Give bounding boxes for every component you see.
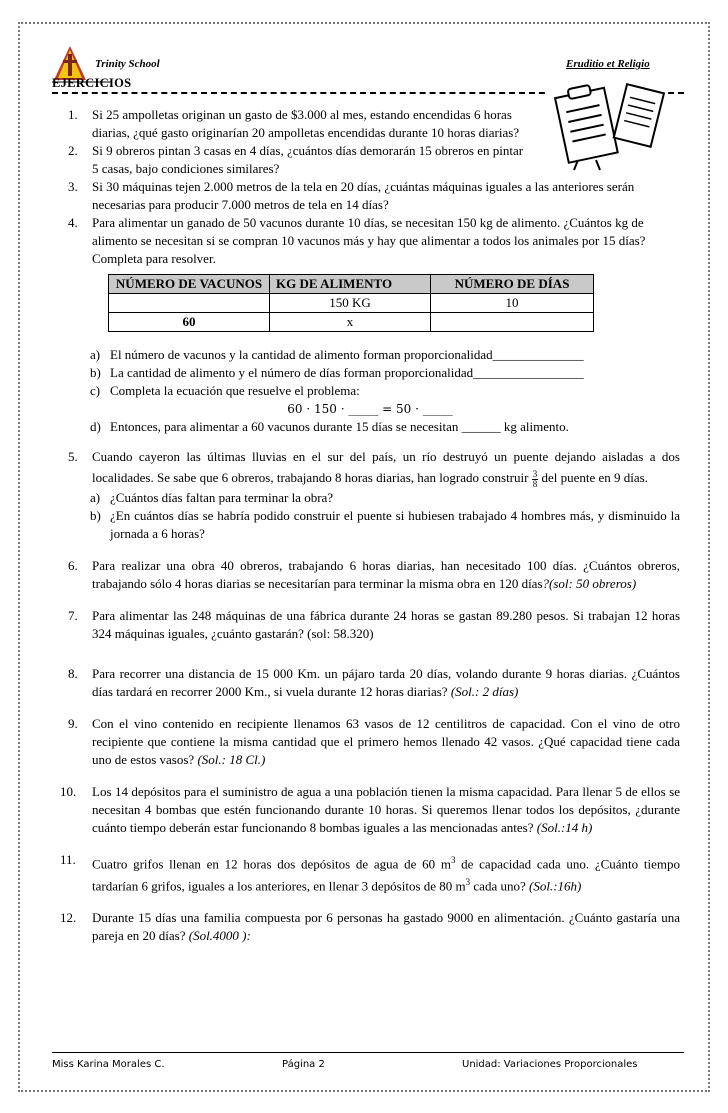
exercise-list (60, 106, 680, 945)
sub-label: b) (90, 365, 101, 380)
exercise-4c (60, 382, 680, 400)
exercise-number: 4. (68, 215, 78, 230)
exercise-1 (60, 106, 680, 142)
exercise-9 (60, 715, 680, 769)
exercise-10 (60, 783, 680, 837)
table-header: NÚMERO DE DÍAS (431, 275, 594, 294)
sub-text: ¿En cuántos días se habría podido construir el puente si hubiesen trabajado 4 hombres más, y disminuido la jornada a 6 horas? (110, 507, 680, 541)
equation: 60 · 150 · _____ = 50 · _____ (287, 402, 453, 416)
exercise-text: Con el vino contenido en recipiente llenamos 63 vasos de 12 centilitros de capacidad. Con el vino de otro recipiente que contiene la misma cantidad que el primero hemos llenado 42 vasos. ¿Qué capacidad tiene cada uno de estos vasos? (92, 715, 680, 767)
solution: (Sol.: 2 días) (450, 683, 519, 699)
footer-unit: Unidad: Variaciones Proporcionales (462, 1059, 638, 1070)
solution: (Sol.4000 ): (188, 928, 251, 944)
sub-label: a) (90, 489, 101, 505)
exercise-number: 8. (68, 665, 78, 681)
exercise-text: Para alimentar las 248 máquinas de una fábrica durante 24 horas se gastan 89.280 pesos. Si trabajan 12 horas 324 máquinas iguales, ¿cuánto gastarán? (sol: 58.320) (92, 607, 680, 641)
exercise-number: 7. (68, 607, 78, 623)
exercise-text: cada uno? (470, 878, 526, 894)
school-name: Trinity School (95, 58, 160, 70)
exercise-8 (60, 665, 680, 701)
section-title: EJERCICIOS (52, 76, 132, 90)
sub-label: a) (90, 347, 101, 362)
superscript: 3 (450, 854, 456, 865)
footer-author: Miss Karina Morales C. (52, 1059, 165, 1070)
solution: (Sol.: 18 Cl.) (197, 751, 266, 767)
exercise-number: 12. (60, 910, 77, 926)
exercise-text: de capacidad cada uno. ¿Cuánto tiempo tardarían 6 grifos, iguales a los anteriores, en llenar 3 depósitos de 80 m (92, 855, 680, 894)
table-row (109, 294, 594, 313)
exercise-text: Cuando cayeron las últimas lluvias en el sur del país, un río destruyó un puente dejando aisladas a dos localidades. Se sabe que 6 obreros, trabajando 8 horas diarias, han logrado construir (92, 449, 680, 485)
sub-label: b) (90, 507, 101, 523)
fraction (532, 470, 539, 489)
exercise-7 (60, 607, 680, 643)
sub-text: La cantidad de alimento y el número de días forman proporcionalidad_________________ (110, 365, 584, 380)
table-header: NÚMERO DE VACUNOS (109, 275, 270, 294)
table-cell: 10 (431, 294, 594, 313)
exercise-2 (60, 142, 680, 178)
exercise-number: 11. (60, 851, 76, 867)
table-cell: 60 (109, 313, 270, 332)
solution: (Sol.:16h) (529, 878, 582, 894)
footer-page: Página 2 (282, 1059, 325, 1070)
sub-label: c) (90, 383, 101, 398)
exercise-number: 5. (68, 449, 78, 464)
page-footer (52, 1052, 684, 1070)
sub-text: El número de vacunos y la cantidad de alimento forman proporcionalidad______________ (110, 347, 584, 362)
exercise-text: Si 25 ampolletas originan un gasto de $3.000 al mes, estando encendidas 6 horas diarias, ¿qué gasto originarían 20 ampolletas encendidas durante 10 horas diarias? (92, 107, 520, 140)
exercise-number: 10. (60, 783, 77, 799)
exercise-6 (60, 557, 680, 593)
sub-text: ¿Cuántos días faltan para terminar la obra? (110, 489, 334, 505)
table-cell (109, 294, 270, 313)
exercise-5a (60, 489, 680, 507)
exercise-text: Si 30 máquinas tejen 2.000 metros de la tela en 20 días, ¿cuántas máquinas iguales a las anteriores serán necesarias para producir 7.000 metros de tela en 14 días? (92, 179, 635, 212)
sub-text: Entonces, para alimentar a 60 vacunos durante 15 días se necesitan ______ kg alimento. (110, 419, 569, 434)
exercise-number: 2. (68, 143, 78, 158)
sub-label: d) (90, 419, 101, 434)
exercise-11 (60, 851, 680, 896)
exercise-text: Para alimentar un ganado de 50 vacunos durante 10 días, se necesitan 150 kg de alimento. ¿Cuántos kg de alimento se necesitan si se compran 10 vacunos más y hay que alimentar a todos los animales por 15 días? Completa para resolver. (92, 215, 646, 266)
exercise-text: del puente en 9 días. (541, 470, 648, 485)
table-row (109, 313, 594, 332)
solution: (Sol.:14 h) (536, 819, 593, 835)
exercise-4b (60, 364, 680, 382)
exercise-number: 6. (68, 557, 78, 573)
exercise-3 (60, 178, 680, 214)
exercise-number: 1. (68, 107, 78, 122)
exercise-text: Durante 15 días una familia compuesta por 6 personas ha gastado 9000 en alimentación. ¿Cuánto gastaría una pareja en 20 días? (92, 910, 680, 944)
exercise-4d (60, 418, 680, 436)
cattle-table (108, 274, 594, 332)
exercise-text: Cuatro grifos llenan en 12 horas dos depósitos de agua de 60 m (92, 855, 451, 871)
table-header: KG DE ALIMENTO (270, 275, 431, 294)
exercise-number: 3. (68, 179, 78, 194)
fraction-denominator: 8 (532, 478, 538, 489)
sub-text: Completa la ecuación que resuelve el problema: (110, 383, 360, 398)
table-cell: 150 KG (270, 294, 431, 313)
exercise-text: Los 14 depósitos para el suministro de agua a una población tienen la misma capacidad. Para llenar 5 de ellos se necesitan 4 bombas que estén funcionando durante 10 horas. Si queremos llenar todos los depósitos, ¿durante cuánto tiempo deberán estar funcionando 8 bombas iguales a las mencionadas antes? (92, 783, 680, 835)
table-cell: x (270, 313, 431, 332)
table-cell (431, 313, 594, 332)
exercise-5b (60, 507, 680, 543)
exercise-number: 9. (68, 715, 78, 731)
exercise-5 (60, 446, 680, 489)
exercise-text: Si 9 obreros pintan 3 casas en 4 días, ¿cuántos días demorarán 15 obreros en pintar 5 casas, bajo condiciones similares? (92, 143, 524, 176)
fraction-numerator: 3 (532, 468, 538, 479)
school-motto: Eruditio et Religio (566, 58, 650, 70)
exercise-4a (60, 346, 680, 364)
exercise-4 (60, 214, 680, 268)
exercise-text: Para recorrer una distancia de 15 000 Km. un pájaro tarda 20 días, volando durante 9 horas diarias. ¿Cuántos días tardará en recorrer 2000 Km., si vuela durante 12 horas diarias? (92, 665, 680, 699)
solution: ?(sol: 50 obreros) (542, 575, 637, 591)
exercise-12 (60, 909, 680, 945)
superscript: 3 (465, 876, 471, 887)
exercise-text: Para realizar una obra 40 obreros, trabajando 6 horas diarias, han necesitado 100 días. ¿Cuántos obreros, trabajando sólo 4 horas diarias se necesitarían para terminar la misma obra en 120 días (92, 557, 680, 591)
